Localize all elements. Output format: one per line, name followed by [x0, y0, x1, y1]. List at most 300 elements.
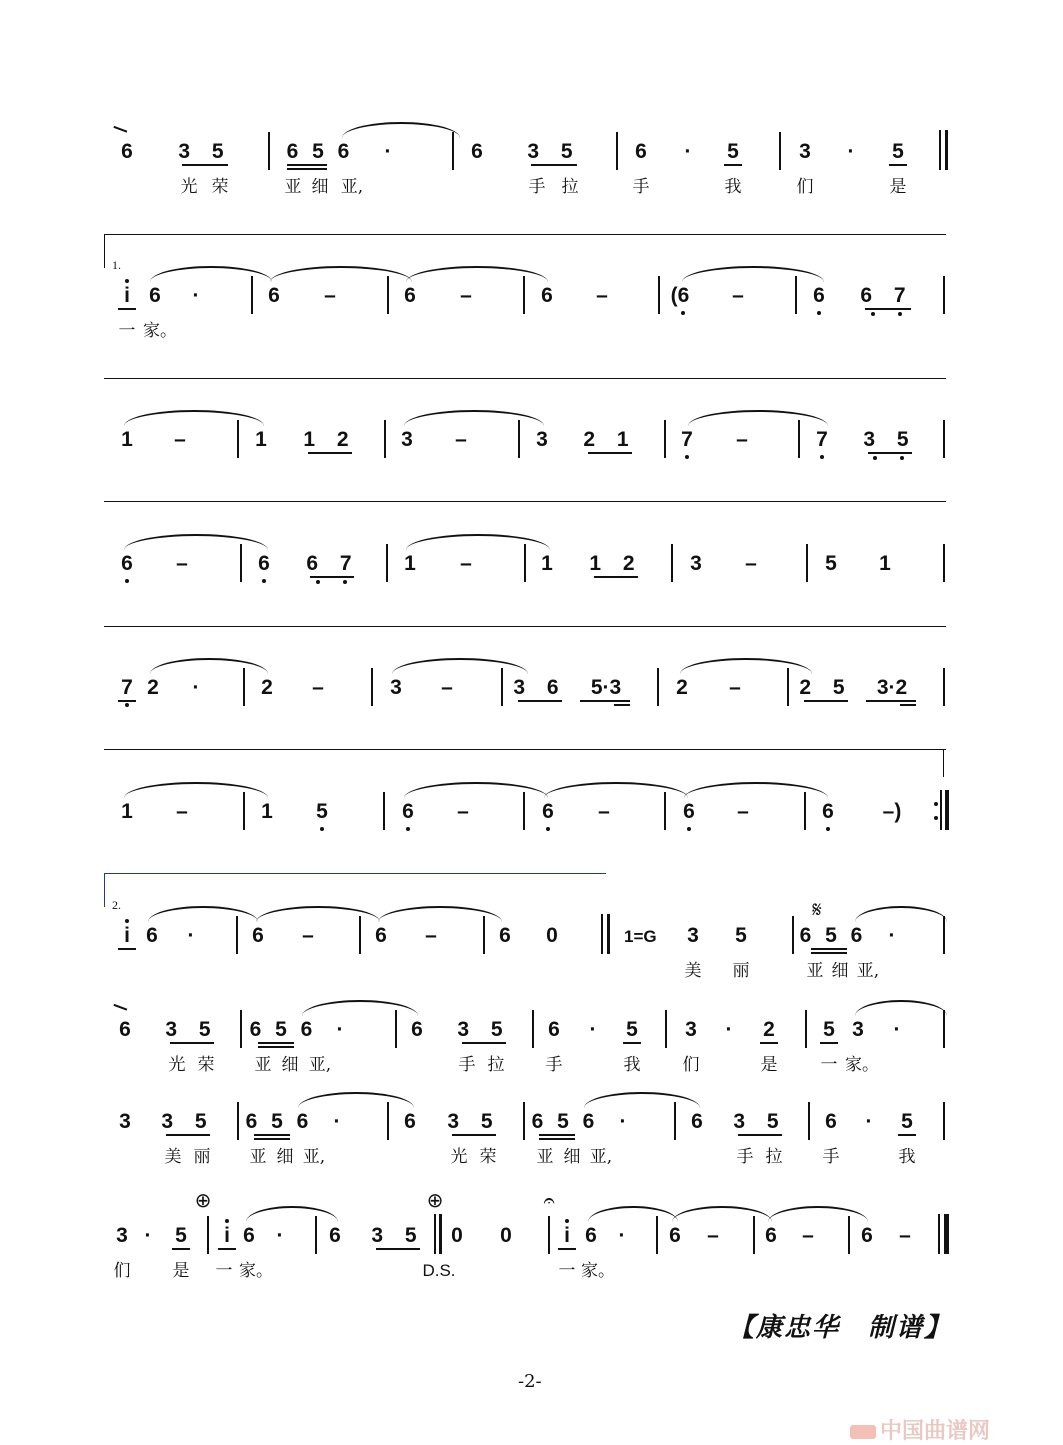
note-group: 2 1: [583, 428, 637, 451]
dot: ·: [336, 1018, 344, 1041]
lyric: 我: [898, 1147, 916, 1167]
underline: [218, 1248, 236, 1250]
coda-icon: ⊕: [194, 1188, 212, 1212]
note: 6: [252, 924, 264, 947]
note: 2: [763, 1018, 775, 1041]
barline: [664, 420, 666, 458]
note: 6: [119, 1018, 131, 1041]
lyric: 是: [172, 1261, 190, 1281]
volta-bracket: [104, 873, 105, 907]
dash: –: [460, 284, 472, 307]
note: 1: [404, 552, 416, 575]
note: 3: [401, 428, 413, 451]
note: 6: [861, 1224, 873, 1247]
barline: [943, 544, 945, 582]
barline: [452, 132, 454, 170]
underline: [898, 1134, 916, 1136]
underline: [308, 452, 352, 454]
barline: [386, 544, 388, 582]
dal-segno-label: D.S.: [422, 1261, 456, 1280]
tie-continuation: [111, 126, 128, 140]
note: 1: [121, 800, 133, 823]
lyric: 亚: [284, 177, 302, 197]
lyric: 荣: [479, 1147, 497, 1167]
lyric: 光: [180, 177, 198, 197]
slur: [342, 122, 460, 138]
lyric: 家。: [581, 1261, 615, 1281]
octave-dot-low: [873, 456, 877, 460]
octave-dot-low: [826, 827, 830, 831]
note-group: 1 2: [303, 428, 357, 451]
underline: [310, 576, 354, 578]
page-number: -2-: [518, 1371, 542, 1392]
volta-bracket: [104, 873, 606, 874]
slur: [256, 906, 380, 922]
dash: –: [324, 284, 336, 307]
lyric: 一: [820, 1055, 838, 1075]
underline: [376, 1248, 420, 1250]
note-group: 2 5: [799, 676, 853, 699]
octave-dot-high: [125, 919, 129, 923]
lyric: 我: [623, 1055, 641, 1075]
dash: –: [425, 924, 437, 947]
note: 6: [635, 140, 647, 163]
volta-label: 1.: [112, 258, 121, 272]
underline: [868, 452, 912, 454]
barline: [795, 276, 797, 314]
note: 3: [685, 1018, 697, 1041]
dot: ·: [192, 284, 200, 307]
slur: [406, 534, 550, 550]
octave-dot-low: [898, 312, 902, 316]
underline: [738, 1134, 782, 1136]
underline: [614, 704, 630, 706]
note-group: 5·3: [590, 676, 622, 699]
barline: [532, 1010, 534, 1048]
note: 5: [175, 1224, 187, 1247]
note: 7: [681, 428, 693, 451]
note: 1: [121, 428, 133, 451]
note: 5: [626, 1018, 638, 1041]
barline: [806, 544, 808, 582]
lyric: 家。: [239, 1261, 273, 1281]
lyric: 手: [822, 1147, 840, 1167]
barline: [804, 792, 806, 830]
dot: ·: [276, 1224, 284, 1247]
arranger-credit: 【康忠华 制谱】: [728, 1313, 953, 1343]
underline: [865, 308, 911, 310]
note: 2: [676, 676, 688, 699]
note: 6: [765, 1224, 777, 1247]
underline: [724, 164, 742, 166]
watermark-text: 中国曲谱网: [880, 1419, 991, 1444]
note: 6: [258, 552, 270, 575]
staff-separator: [104, 626, 946, 627]
barline: [237, 420, 239, 458]
barline: [524, 544, 526, 582]
double-barline: [601, 914, 603, 954]
dash: –: [729, 676, 741, 699]
barline: [243, 792, 245, 830]
slur: [584, 1092, 700, 1108]
dash: –: [598, 800, 610, 823]
repeat-dot: [934, 802, 938, 806]
slur: [682, 266, 824, 282]
note: 2: [147, 676, 159, 699]
barline: [943, 916, 945, 954]
dash: –: [899, 1224, 911, 1247]
double-barline: [434, 1214, 436, 1254]
dot: ·: [589, 1018, 597, 1041]
note: 6: [404, 284, 416, 307]
dash: –: [596, 284, 608, 307]
dash: –: [457, 800, 469, 823]
octave-dot-low: [125, 703, 129, 707]
dash: –: [737, 800, 749, 823]
dot: ·: [865, 1110, 873, 1133]
note: 6: [683, 800, 695, 823]
dash: –: [302, 924, 314, 947]
lyric: 拉: [487, 1055, 505, 1075]
barline: [657, 668, 659, 706]
note: 6: [149, 284, 161, 307]
octave-dot-high: [565, 1219, 569, 1223]
octave-dot-low: [900, 456, 904, 460]
note: 3: [852, 1018, 864, 1041]
barline: [943, 420, 945, 458]
barline: [792, 916, 794, 954]
staff-separator: [104, 378, 946, 379]
underline: [804, 700, 848, 702]
note: 3: [687, 924, 699, 947]
note-group: 3 5: [457, 1018, 511, 1041]
underline: [580, 700, 630, 702]
underline: [760, 1042, 778, 1044]
lyric: 亚,: [856, 961, 880, 981]
note: 1: [541, 552, 553, 575]
slur: [688, 410, 828, 426]
slur: [124, 410, 264, 426]
note: 5: [901, 1110, 913, 1133]
barline: [240, 544, 242, 582]
note: 5: [727, 140, 739, 163]
final-barline: [944, 1214, 949, 1254]
note: 5: [892, 140, 904, 163]
barline: [805, 1010, 807, 1048]
watermark: [850, 1414, 990, 1445]
staff-separator: [104, 501, 946, 502]
lyric: 荣: [197, 1055, 215, 1075]
underline: [623, 1042, 641, 1044]
underline: [182, 164, 228, 166]
underline: [820, 1042, 838, 1044]
octave-dot-low: [316, 580, 320, 584]
note: i: [224, 1224, 230, 1247]
lyric: 荣: [211, 177, 229, 197]
octave-dot-low: [820, 455, 824, 459]
underline: [518, 700, 562, 702]
dot: ·: [144, 1224, 152, 1247]
dot: ·: [333, 1110, 341, 1133]
dash: –: [176, 552, 188, 575]
note: 3: [116, 1224, 128, 1247]
note: 6: [825, 1110, 837, 1133]
dash: –: [441, 676, 453, 699]
lyric: 一: [558, 1261, 576, 1281]
underline: [258, 1046, 294, 1048]
slur: [672, 1206, 772, 1222]
note: 5: [823, 1018, 835, 1041]
coda-icon: ⊕: [426, 1188, 444, 1212]
barline: [943, 1102, 945, 1140]
slur: [680, 658, 812, 674]
underline: [889, 164, 907, 166]
octave-dot-low: [320, 827, 324, 831]
lyric: 一: [215, 1261, 233, 1281]
octave-dot-low: [871, 312, 875, 316]
note-group: 6 5 6: [245, 1110, 313, 1133]
note-group: 6 5 6: [249, 1018, 317, 1041]
volta-bracket-end: [943, 749, 944, 777]
underline: [118, 308, 136, 310]
lyric: 细: [311, 177, 329, 197]
underline: [172, 1248, 190, 1250]
barline: [753, 1216, 755, 1254]
slur: [124, 534, 268, 550]
underline: [166, 1134, 210, 1136]
lyric: 亚: [536, 1147, 554, 1167]
rest: 0: [546, 924, 558, 947]
lyric: 亚,: [340, 177, 364, 197]
double-barline: [939, 130, 941, 170]
lyric: 是: [889, 177, 907, 197]
dot: ·: [384, 140, 392, 163]
underline: [558, 1248, 576, 1250]
dash: –: [745, 552, 757, 575]
rest: 0: [451, 1224, 463, 1247]
lyric: 丽: [732, 961, 750, 981]
dot: ·: [618, 1224, 626, 1247]
double-barline: [607, 914, 610, 954]
lyric: 美: [684, 961, 702, 981]
note: 6: [329, 1224, 341, 1247]
final-barline: [938, 1214, 940, 1254]
lyric: 亚,: [589, 1147, 613, 1167]
slur: [406, 266, 548, 282]
dot: ·: [888, 924, 896, 947]
barline: [371, 668, 373, 706]
dash: –: [707, 1224, 719, 1247]
note: 6: [268, 284, 280, 307]
lyric: 手: [632, 177, 650, 197]
lyric: 细: [276, 1147, 294, 1167]
barline: [664, 792, 666, 830]
double-barline: [945, 130, 948, 170]
barline: [518, 420, 520, 458]
barline: [483, 916, 485, 954]
barline: [395, 1010, 397, 1048]
lyric: 丽: [193, 1147, 211, 1167]
note: 6: [243, 1224, 255, 1247]
lyric: 光: [450, 1147, 468, 1167]
slur: [404, 782, 548, 798]
underline: [462, 1042, 506, 1044]
barline: [671, 544, 673, 582]
lyric: 亚,: [302, 1147, 326, 1167]
fermata-icon: 𝄐: [543, 1188, 555, 1212]
note: 6: [585, 1224, 597, 1247]
note: 2: [261, 676, 273, 699]
slur: [298, 1092, 414, 1108]
barline: [523, 1102, 525, 1140]
lyric: 是: [760, 1055, 778, 1075]
note: 6: [548, 1018, 560, 1041]
underline: [287, 164, 327, 166]
lyric: 一: [118, 321, 136, 341]
barline: [236, 916, 238, 954]
octave-dot-high: [125, 279, 129, 283]
note: 3: [390, 676, 402, 699]
note: i: [564, 1224, 570, 1247]
lyric: 手: [545, 1055, 563, 1075]
barline: [848, 1216, 850, 1254]
note: 6: [121, 140, 133, 163]
lyric: 亚,: [308, 1055, 332, 1075]
note: 3: [690, 552, 702, 575]
underline: [539, 1134, 575, 1136]
note: 6: [822, 800, 834, 823]
lyric: 细: [563, 1147, 581, 1167]
note: 6: [499, 924, 511, 947]
dash: –: [732, 284, 744, 307]
dash: –: [455, 428, 467, 451]
note: 5: [316, 800, 328, 823]
note-group: 3·2: [876, 676, 908, 699]
double-barline: [439, 1214, 442, 1254]
underline: [900, 704, 916, 706]
underline: [811, 952, 847, 954]
note: 5: [735, 924, 747, 947]
barline: [665, 1010, 667, 1048]
note: 6: [375, 924, 387, 947]
underline: [287, 168, 327, 170]
underline: [811, 948, 847, 950]
lyric: 光: [168, 1055, 186, 1075]
dot: ·: [684, 140, 692, 163]
octave-dot-low: [685, 455, 689, 459]
note: 6: [402, 800, 414, 823]
lyric: 亚: [806, 961, 824, 981]
slur: [684, 782, 828, 798]
lyric: 家。: [845, 1055, 879, 1075]
octave-dot-low: [681, 311, 685, 315]
barline: [943, 668, 945, 706]
note: 6: [471, 140, 483, 163]
barline: [943, 276, 945, 314]
slur: [404, 410, 544, 426]
dot: ·: [192, 676, 200, 699]
staff-separator: [104, 749, 946, 750]
note: 6: [542, 800, 554, 823]
lyric: 细: [281, 1055, 299, 1075]
note-group: 3 5: [527, 140, 581, 163]
note-group: 3 5: [161, 1110, 215, 1133]
slur: [855, 1000, 947, 1016]
octave-dot-low: [406, 827, 410, 831]
lyric: 手: [458, 1055, 476, 1075]
note-group: 1 2: [589, 552, 643, 575]
underline: [531, 164, 577, 166]
lyric: 亚: [254, 1055, 272, 1075]
note: 6: [146, 924, 158, 947]
repeat-barline: [940, 790, 942, 830]
dot: ·: [619, 1110, 627, 1133]
underline: [254, 1134, 290, 1136]
note: 6: [669, 1224, 681, 1247]
barline: [384, 420, 386, 458]
barline: [523, 276, 525, 314]
octave-dot-low: [817, 311, 821, 315]
dash: –: [174, 428, 186, 451]
note: 1: [261, 800, 273, 823]
note: 1: [255, 428, 267, 451]
watermark-logo-icon: [850, 1425, 876, 1439]
lyric: 细: [831, 961, 849, 981]
note-group: 6 5 6: [531, 1110, 599, 1133]
note: 6: [404, 1110, 416, 1133]
dot: ·: [893, 1018, 901, 1041]
note-group: 6 5 6: [799, 924, 867, 947]
lyric: 手: [528, 177, 546, 197]
octave-dot-high: [225, 1219, 229, 1223]
key-signature: 1=G: [624, 927, 657, 946]
slur: [544, 782, 688, 798]
barline: [501, 668, 503, 706]
note: 7: [121, 676, 133, 699]
octave-dot-low: [546, 827, 550, 831]
note-group: 3 5: [863, 428, 917, 451]
lyric: 我: [724, 177, 742, 197]
slur: [124, 782, 268, 798]
note-group: 6 7: [306, 552, 360, 575]
note: 3: [799, 140, 811, 163]
barline: [787, 668, 789, 706]
dash: –: [460, 552, 472, 575]
lyric: 们: [682, 1055, 700, 1075]
repeat-dot: [934, 816, 938, 820]
barline: [237, 1102, 239, 1140]
lyric: 们: [113, 1261, 131, 1281]
note: 6: [121, 552, 133, 575]
underline: [866, 700, 916, 702]
note-group: 3 5: [165, 1018, 219, 1041]
note: 6: [541, 284, 553, 307]
note: 6: [411, 1018, 423, 1041]
lyric: 美: [164, 1147, 182, 1167]
slur: [392, 658, 528, 674]
underline: [588, 452, 632, 454]
note: 3: [536, 428, 548, 451]
barline: [798, 420, 800, 458]
slur: [855, 906, 947, 922]
barline: [387, 1102, 389, 1140]
lyric: 手: [736, 1147, 754, 1167]
barline: [251, 276, 253, 314]
underline: [258, 1042, 294, 1044]
barline: [387, 276, 389, 314]
note-group: 6 7: [860, 284, 914, 307]
underline: [170, 1042, 214, 1044]
